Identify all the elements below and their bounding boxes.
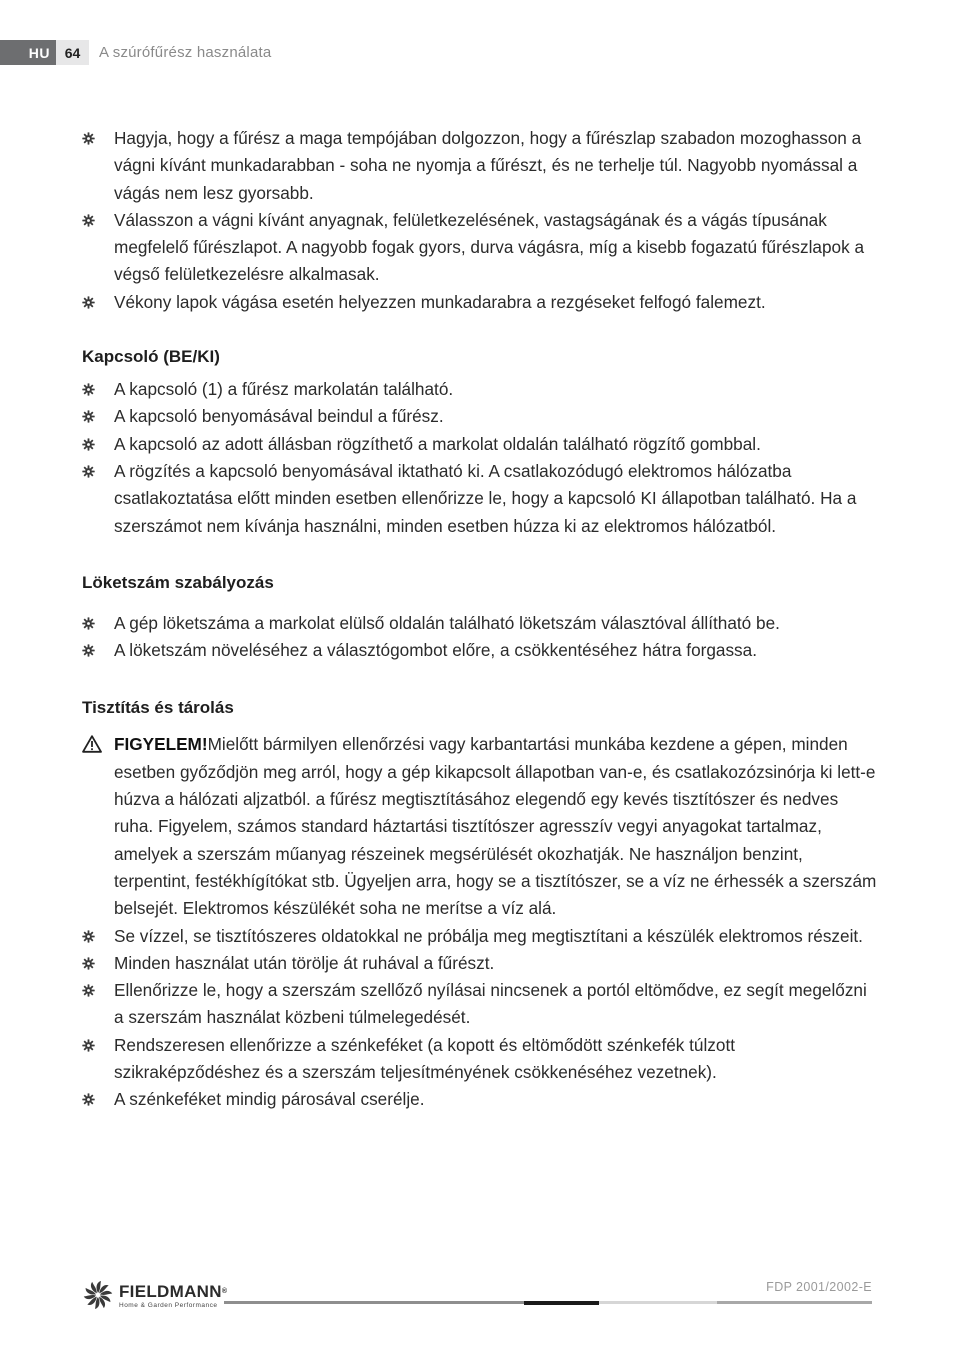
warning-text: Mielőtt bármilyen ellenőrzési vagy karbantartási munkába kezdene a gépen, minden esetben győződjön meg arról, hogy a gép kikapcsolt állapotban van-e, és csatlakozózsinórja ki lett-e húzva a hálózati aljzatból. a fűrész megtisztításához elegendő egy kevés tisztítószer és nedves ruha. Figyelem, számos standard háztartási tisztítószer agresszív vegyi anyagokat tartalmaz, amelyek a szerszám műanyag részeinek megsérülését okozhatják. Ne használjon benzint, terpentint, festékhígítókat stb. Ügyeljen arra, hogy se a tisztítószer, se a víz ne érhessék a szerszám belsejét. Elektromos készülékét soha ne merítse a víz alá. (114, 734, 877, 919)
switch-section (82, 346, 877, 540)
gear-bullet-icon (82, 383, 95, 396)
page-header (0, 40, 271, 65)
fan-logo-icon (82, 1280, 116, 1310)
switch-list (82, 376, 877, 540)
list-item: A szénkeféket mindig párosával cserélje. (82, 1086, 877, 1113)
list-item: Ellenőrizze le, hogy a szerszám szellőző nyílásai nincsenek a portól eltömődve, ez segít megelőzni a szerszám használat közbeni túlmelegedését. (82, 977, 877, 1032)
page-number: 64 (56, 40, 89, 65)
brand-logo (82, 1280, 227, 1310)
gear-bullet-icon (82, 410, 95, 423)
warning-paragraph (82, 731, 877, 922)
gear-bullet-icon (82, 132, 95, 145)
list-item: A löketszám növeléséhez a választógombot előre, a csökkentéséhez hátra forgassa. (82, 637, 877, 664)
gear-bullet-icon (82, 438, 95, 451)
section-heading: Löketszám szabályozás (82, 572, 274, 592)
gear-bullet-icon (82, 930, 95, 943)
cleaning-list (82, 923, 877, 1114)
gear-bullet-icon (82, 1039, 95, 1052)
warning-triangle-icon (82, 735, 102, 753)
list-item: Hagyja, hogy a fűrész a maga tempójában dolgozzon, hogy a fűrészlap szabadon mozoghasson a vágni kívánt munkadarabban - soha ne nyomja a fűrészt, és ne terhelje túl. Nagyobb nyomással a vágás nem lesz gyorsabb. (82, 125, 877, 207)
gear-bullet-icon (82, 644, 95, 657)
list-item: Vékony lapok vágása esetén helyezzen munkadarabra a rezgéseket felfogó falemezt. (82, 289, 877, 316)
gear-bullet-icon (82, 957, 95, 970)
footer-rule-segment (524, 1301, 599, 1305)
gear-bullet-icon (82, 465, 95, 478)
footer-rule-segment (717, 1301, 872, 1304)
footer-rule-segment (599, 1301, 717, 1304)
list-item: Minden használat után törölje át ruhával a fűrészt. (82, 950, 877, 977)
list-item: A gép löketszáma a markolat elülső oldalán található löketszám választóval állítható be. (82, 610, 877, 637)
list-item: Rendszeresen ellenőrizze a szénkeféket (a kopott és eltömődött szénkefék túlzott szikraképződéshez és a szerszám teljesítményének csökkenéséhez vezetnek). (82, 1032, 877, 1087)
section-heading: Tisztítás és tárolás (82, 698, 234, 718)
gear-bullet-icon (82, 214, 95, 227)
section-heading: Kapcsoló (BE/KI) (82, 347, 220, 367)
gear-bullet-icon (82, 1093, 95, 1106)
list-item: Se vízzel, se tisztítószeres oldatokkal ne próbálja meg megtisztítani a készülék elektromos részeit. (82, 923, 877, 950)
cleaning-section (82, 697, 877, 1113)
list-item: A kapcsoló benyomásával beindul a fűrész. (82, 403, 877, 430)
brand-tagline: Home & Garden Performance (119, 1302, 218, 1309)
warning-label: FIGYELEM! (114, 734, 208, 755)
brand-name: FIELDMANN® (119, 1282, 228, 1301)
header-title: A szúrófűrész használata (99, 44, 272, 61)
intro-list (82, 125, 877, 316)
list-item: A rögzítés a kapcsoló benyomásával iktatható ki. A csatlakozódugó elektromos hálózatba csatlakoztatása előtt minden esetben ellenőrizze le, hogy a kapcsoló KI állapotban található. Ha a szerszámot nem kívánja használni, minden esetben húzza ki az elektromos hálózatból. (82, 458, 877, 540)
gear-bullet-icon (82, 617, 95, 630)
stroke-list (82, 610, 877, 665)
intro-section (82, 125, 877, 316)
list-item: Válasszon a vágni kívánt anyagnak, felületkezelésének, vastagságának és a vágás típusának megfelelő fűrészlapot. A nagyobb fogak gyors, durva vágásra, míg a kisebb fogazatú fűrészlapok a végső felületkezelésre alkalmasak. (82, 207, 877, 289)
stroke-section (82, 572, 877, 665)
main-content (82, 125, 877, 1114)
list-item: A kapcsoló az adott állásban rögzíthető a markolat oldalán található rögzítő gombbal. (82, 431, 877, 458)
list-item: A kapcsoló (1) a fűrész markolatán található. (82, 376, 877, 403)
footer-rule-segment (224, 1301, 524, 1304)
page-footer (82, 1280, 872, 1320)
gear-bullet-icon (82, 984, 95, 997)
gear-bullet-icon (82, 296, 95, 309)
model-number: FDP 2001/2002-E (766, 1280, 872, 1294)
language-tab: HU (0, 40, 56, 65)
